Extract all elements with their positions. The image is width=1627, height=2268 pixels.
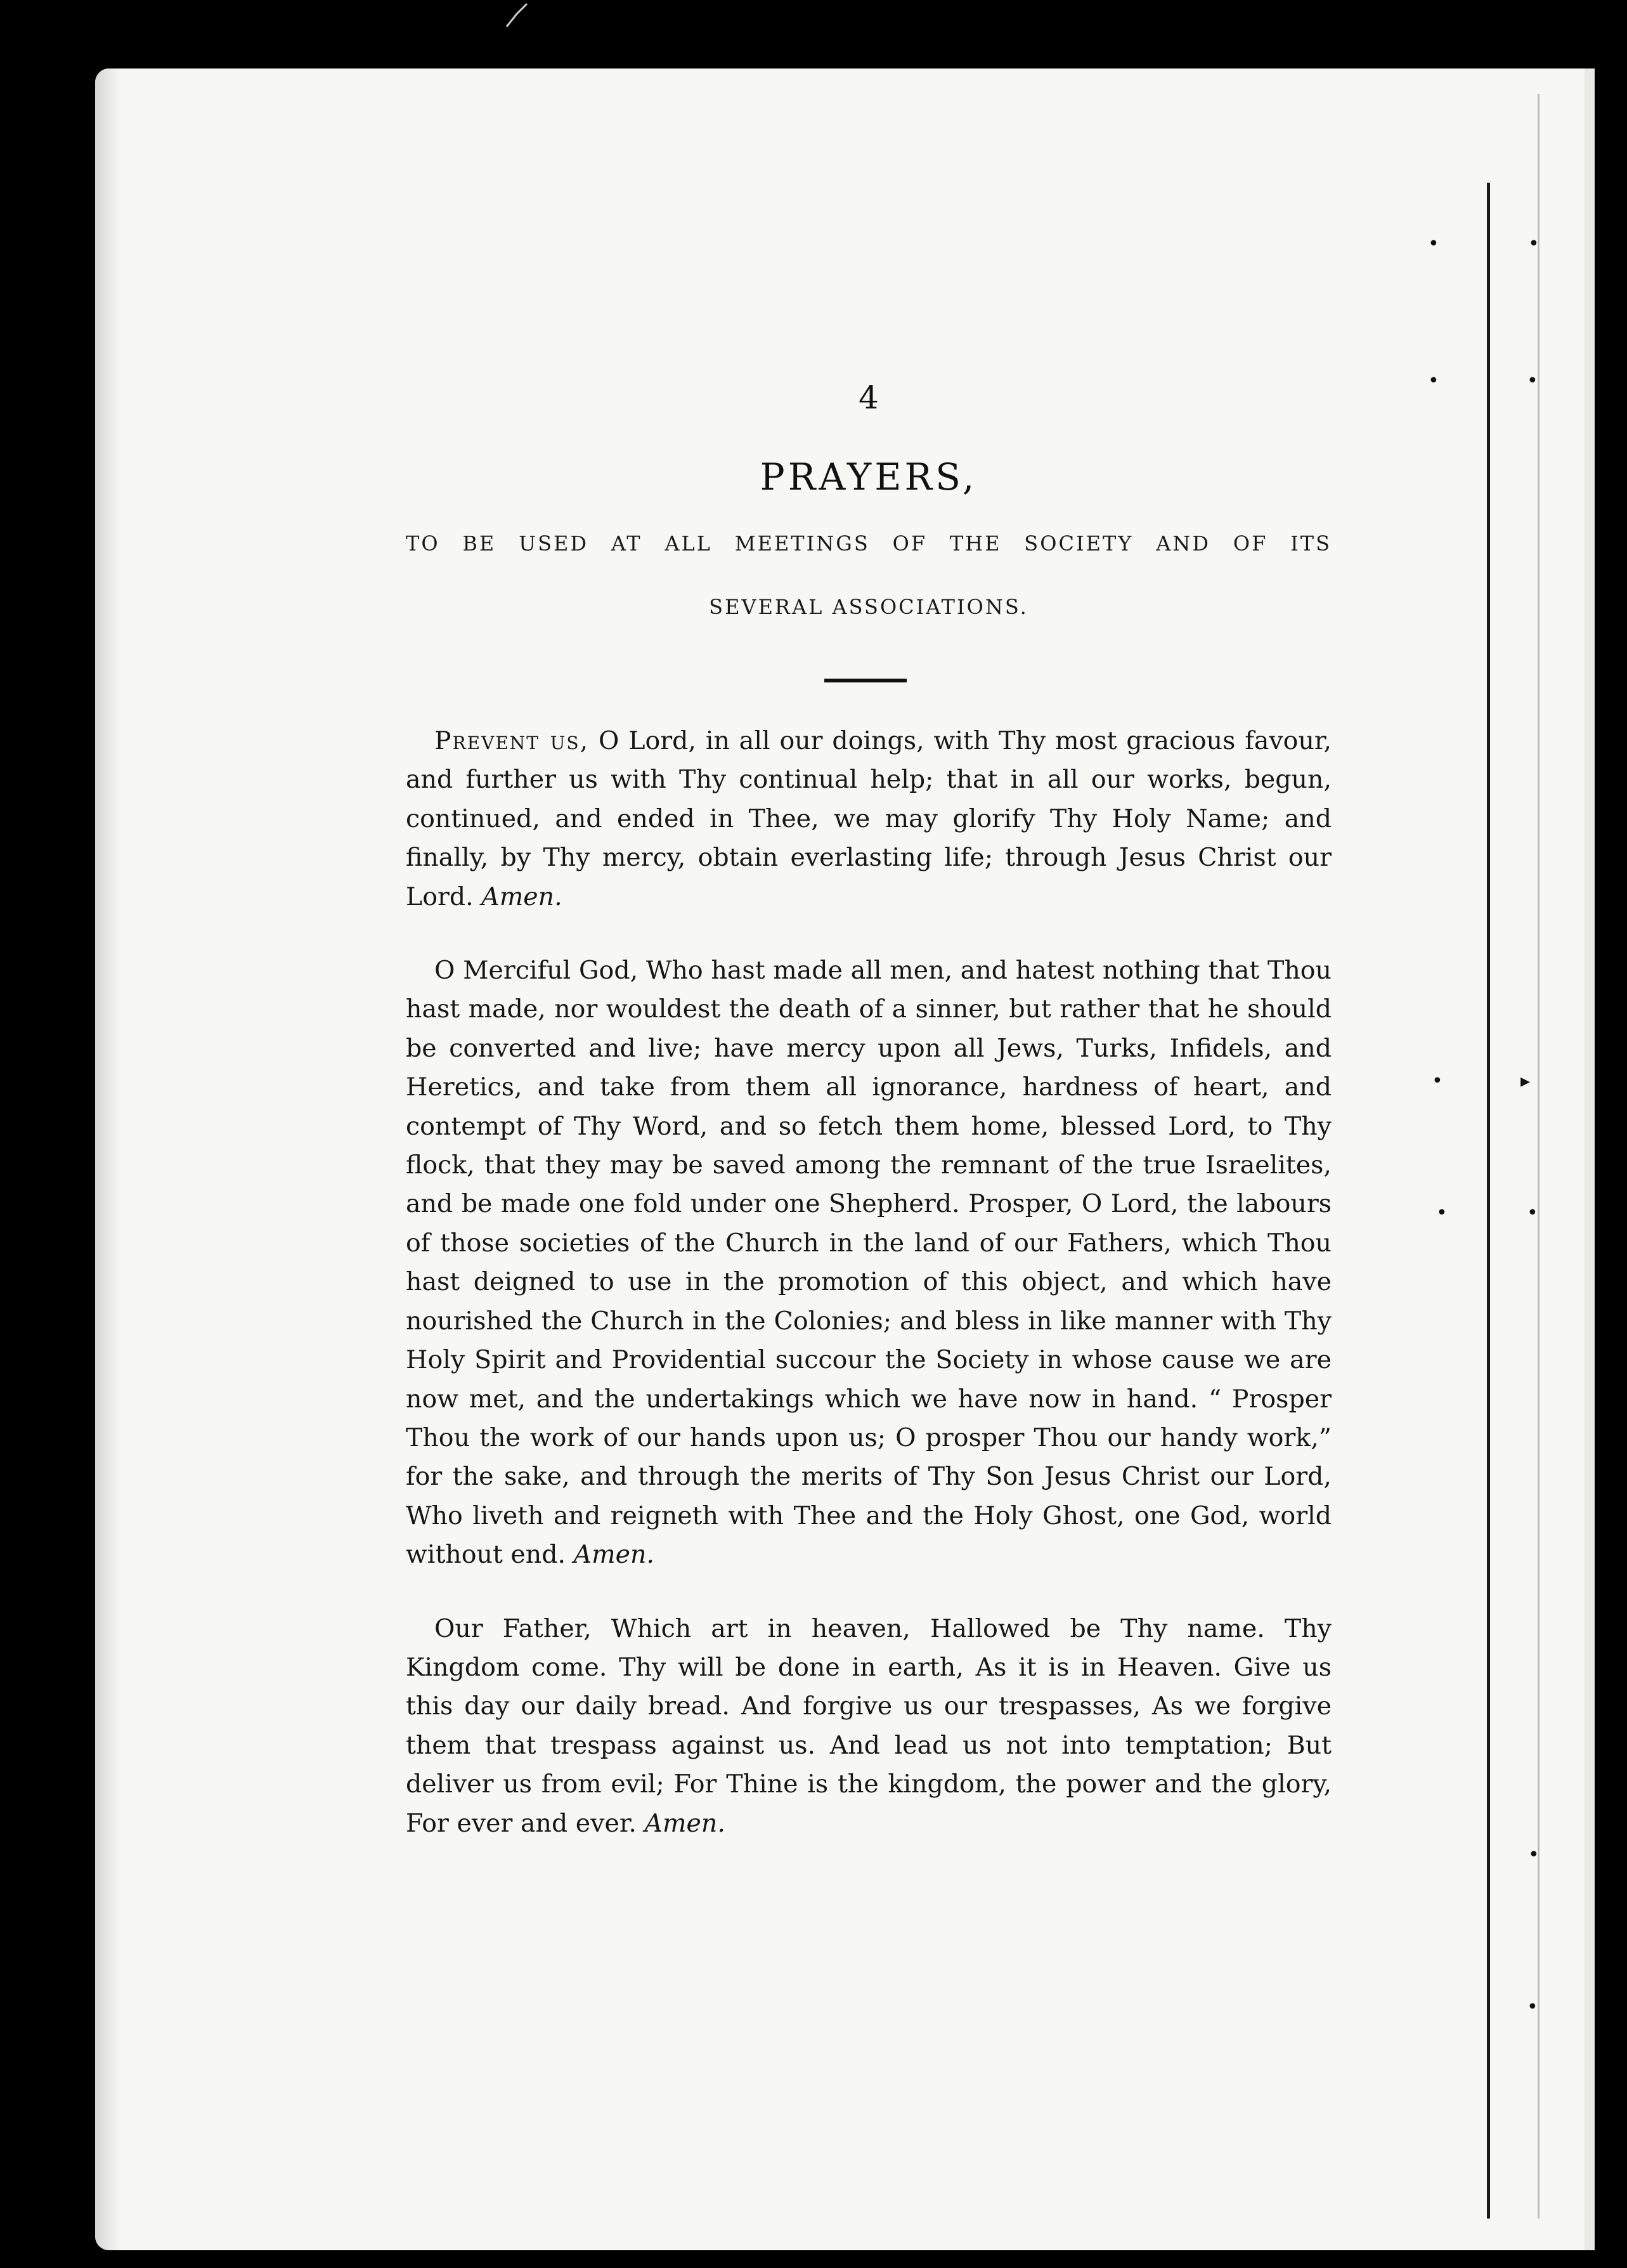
bleed-through-mark: • — [1428, 370, 1439, 392]
amen-word: Amen. — [644, 1808, 725, 1838]
bleed-through-mark: • — [1528, 233, 1539, 255]
prayer-paragraph — [406, 951, 1332, 1575]
page-left-edge — [95, 68, 120, 2250]
bleed-through-mark: • — [1436, 1202, 1448, 1224]
bleed-through-mark: ▸ — [1520, 1070, 1531, 1092]
prayer-text: O Lord, in all our doings, with Thy most gracious favour, and further us with Thy continual help; that in all our works, begun, continued, and ended in Thee, we may glorify Thy Holy Name; and finally, by Thy mercy, obtain everlasting life; through Jesus Christ our Lord. — [406, 726, 1332, 911]
document-page — [95, 68, 1595, 2250]
prayer-text: Our Father, Which art in heaven, Hallowed be Thy name. Thy Kingdom come. Thy will be done in earth, As it is in Heaven. Give us this day our daily bread. And forgive us our trespasses, As we forgive them that trespass against us. And lead us not into temptation; But deliver us from evil; For Thine is the kingdom, the power and the glory, For ever and ever. — [406, 1613, 1332, 1838]
page-title: PRAYERS, — [760, 455, 978, 499]
subtitle-line-1: TO BE USED AT ALL MEETINGS OF THE SOCIETY AND OF ITS — [406, 531, 1332, 556]
amen-word: Amen. — [573, 1540, 654, 1570]
prayer-text: O Merciful God, Who hast made all men, and hatest nothing that Thou hast made, nor wouldest the death of a sinner, but rather that he should be converted and live; have mercy upon all Jews, Turks, Infidels, and Heretics, and take from them all ignorance, hardness of heart, and contempt of Thy Word, and so fetch them home, blessed Lord, to Thy flock, that they may be saved among the remnant of the true Israelites, and be made one fold under one Shepherd. Prosper, O Lord, the labours of those societies of the Church in the land of our Fathers, which Thou hast deigned to use in the promotion of this object, and which have nourished the Church in the Colonies; and bless in like manner with Thy Holy Spirit and Providential succour the Society in whose cause we are now met, and the undertakings which we have now in hand. “ Prosper Thou the work of our hands upon us; O prosper Thou our handy work,” for the sake, and through the merits of Thy Son Jesus Christ our Lord, Who liveth and reigneth with Thee and the Holy Ghost, one God, world without end. — [406, 956, 1332, 1570]
prayer-lead-word: Prevent us, — [434, 726, 590, 755]
prayer-paragraph — [406, 722, 1332, 916]
bleed-through-mark: • — [1527, 1202, 1538, 1224]
subtitle-line-2: SEVERAL ASSOCIATIONS. — [709, 595, 1028, 619]
section-rule — [824, 679, 907, 682]
bleed-through-mark: • — [1432, 1070, 1443, 1092]
binding-edge — [1487, 183, 1490, 2219]
bleed-through-mark: • — [1527, 1996, 1538, 2018]
prayers-body — [406, 722, 1332, 1878]
scan-corner-mark — [504, 0, 529, 29]
bleed-through-mark: • — [1528, 1844, 1539, 1866]
amen-word: Amen. — [481, 882, 562, 911]
binding-shadow — [1538, 94, 1539, 2219]
prayer-paragraph — [406, 1610, 1332, 1843]
bleed-through-mark: • — [1527, 370, 1538, 392]
page-right-edge — [1585, 68, 1595, 2250]
page-number: 4 — [859, 379, 879, 416]
bleed-through-mark: • — [1428, 233, 1439, 255]
